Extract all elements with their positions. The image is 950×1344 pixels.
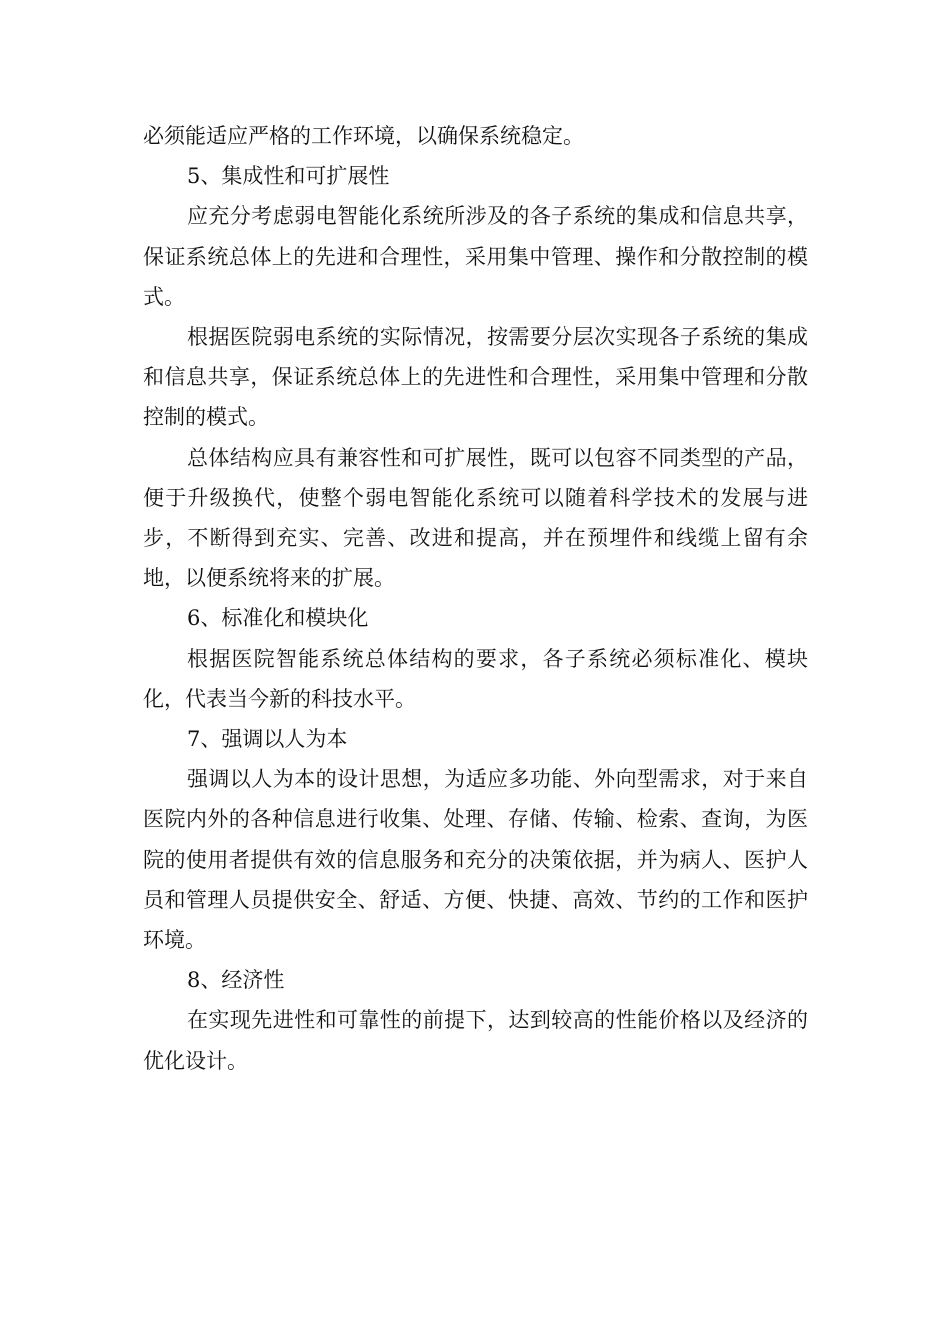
heading-people-oriented: 7、强调以人为本 [187, 727, 348, 752]
paragraph-standardization: 根据医院智能系统总体结构的要求，各子系统必须标准化、模块化，代表当今新的科技水平。 [143, 646, 808, 711]
paragraph-continuation: 必须能适应严格的工作环境，以确保系统稳定。 [143, 124, 584, 148]
heading-standardization-modularization: 6、标准化和模块化 [187, 606, 369, 631]
paragraph-integration-3: 总体结构应具有兼容性和可扩展性，既可以包容不同类型的产品，便于升级换代，使整个弱电智能化系统可以随着科学技术的发展与进步，不断得到充实、完善、改进和提高，并在预埋件和线缆上留有余地，以便系统将来的扩展。 [143, 445, 808, 591]
paragraph-integration-1: 应充分考虑弱电智能化系统所涉及的各子系统的集成和信息共享，保证系统总体上的先进和合理性，采用集中管理、操作和分散控制的模式。 [143, 204, 808, 309]
heading-economy: 8、经济性 [187, 968, 285, 993]
paragraph-people-oriented: 强调以人为本的设计思想，为适应多功能、外向型需求，对于来自医院内外的各种信息进行收集、处理、存储、传输、检索、查询，为医院的使用者提供有效的信息服务和充分的决策依据，并为病人、医护人员和管理人员提供安全、舒适、方便、快捷、高效、节约的工作和医护环境。 [143, 767, 808, 953]
heading-integration-scalability: 5、集成性和可扩展性 [187, 164, 390, 189]
document-body [143, 116, 808, 1081]
paragraph-integration-2: 根据医院弱电系统的实际情况，按需要分层次实现各子系统的集成和信息共享，保证系统总体上的先进性和合理性，采用集中管理和分散控制的模式。 [143, 325, 808, 430]
paragraph-economy: 在实现先进性和可靠性的前提下，达到较高的性能价格以及经济的优化设计。 [143, 1008, 808, 1073]
